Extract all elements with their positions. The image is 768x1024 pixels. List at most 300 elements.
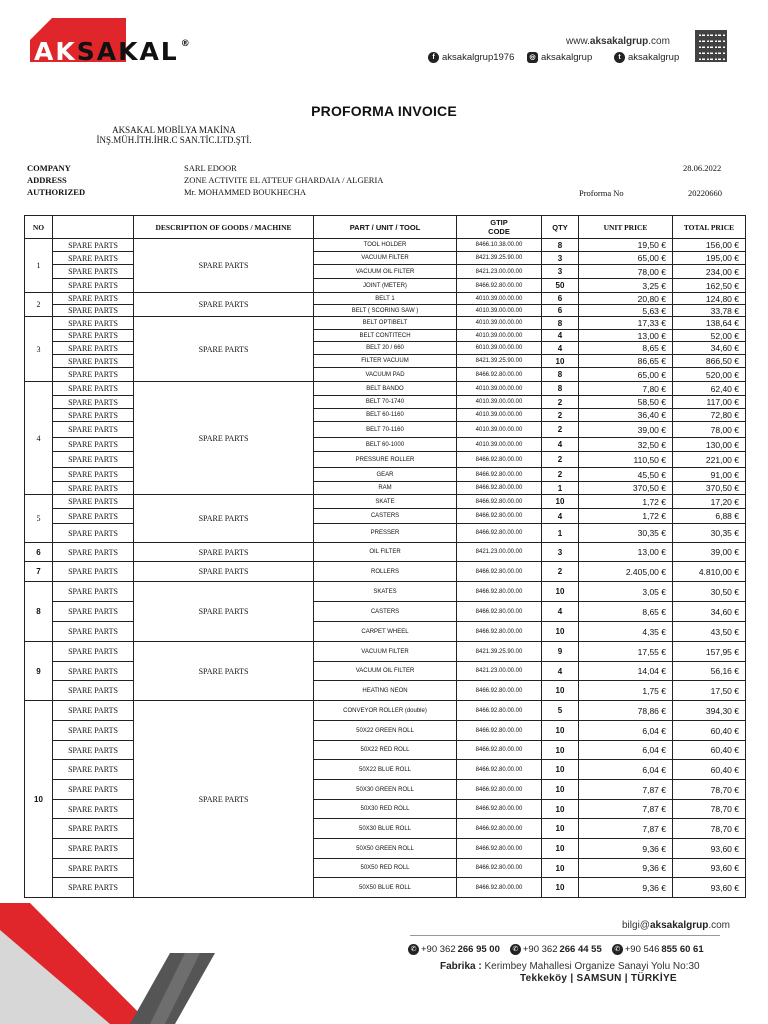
cell-gtip-code: 4010.39.00.00.00 xyxy=(457,438,542,452)
table-row xyxy=(25,305,746,317)
cell-total-price: 157,95 € xyxy=(673,642,746,662)
table-row xyxy=(25,293,746,305)
cell-unit-price: 8,65 € xyxy=(579,602,673,622)
cell-part: VACUUM PAD xyxy=(314,368,457,382)
cell-unit-price: 65,00 € xyxy=(579,368,673,382)
cell-category: SPARE PARTS xyxy=(53,859,134,878)
item-number: 9 xyxy=(25,642,53,701)
cell-unit-price: 7,87 € xyxy=(579,800,673,819)
cell-part: CONVEYOR ROLLER (double) xyxy=(314,701,457,721)
cell-part: BELT CONTITECH xyxy=(314,330,457,342)
cell-gtip-code: 8421.39.25.90.00 xyxy=(457,642,542,662)
table-row xyxy=(25,543,746,562)
cell-total-price: 162,50 € xyxy=(673,279,746,293)
cell-part: BELT 60-1000 xyxy=(314,438,457,452)
cell-gtip-code: 8466.92.80.00.00 xyxy=(457,524,542,543)
cell-part: 50X22 GREEN ROLL xyxy=(314,721,457,741)
cell-gtip-code: 8466.92.80.00.00 xyxy=(457,622,542,642)
website-link[interactable]: www.aksakalgrup.com xyxy=(566,36,670,47)
item-number: 3 xyxy=(25,317,53,382)
table-row xyxy=(25,368,746,382)
cell-unit-price: 78,00 € xyxy=(579,265,673,279)
cell-gtip-code: 8466.92.80.00.00 xyxy=(457,562,542,582)
cell-total-price: 93,60 € xyxy=(673,878,746,898)
cell-total-price: 78,70 € xyxy=(673,780,746,800)
item-number: 2 xyxy=(25,293,53,317)
cell-total-price: 60,40 € xyxy=(673,760,746,780)
cell-category: SPARE PARTS xyxy=(53,839,134,859)
cell-part: GEAR xyxy=(314,468,457,482)
cell-gtip-code: 8421.23.00.00.00 xyxy=(457,662,542,681)
social-instagram[interactable] xyxy=(527,52,592,63)
instagram-handle: aksakalgrup xyxy=(541,52,593,63)
cell-unit-price: 1,75 € xyxy=(579,681,673,701)
cell-unit-price: 13,00 € xyxy=(579,543,673,562)
cell-unit-price: 36,40 € xyxy=(579,409,673,422)
table-row xyxy=(25,602,746,622)
cell-qty: 2 xyxy=(542,396,579,409)
company-label: COMPANY xyxy=(27,163,71,173)
phone-icon: ✆ xyxy=(408,944,419,955)
cell-part: PRESSURE ROLLER xyxy=(314,452,457,468)
cell-qty: 4 xyxy=(542,509,579,524)
cell-unit-price: 6,04 € xyxy=(579,760,673,780)
cell-total-price: 91,00 € xyxy=(673,468,746,482)
table-row xyxy=(25,741,746,760)
cell-part: BELT 70-1160 xyxy=(314,422,457,438)
table-row xyxy=(25,582,746,602)
cell-unit-price: 17,33 € xyxy=(579,317,673,330)
company-line-1: AKSAKAL MOBİLYA MAKİNA xyxy=(112,125,236,135)
cell-part: VACUUM FILTER xyxy=(314,252,457,265)
table-row xyxy=(25,342,746,355)
phone-2[interactable]: ✆ +90 362 266 44 55 xyxy=(510,944,602,955)
cell-gtip-code: 8466.92.80.00.00 xyxy=(457,482,542,495)
cell-part: 50X50 BLUE ROLL xyxy=(314,878,457,898)
cell-part: SKATE xyxy=(314,495,457,509)
cell-qty: 10 xyxy=(542,582,579,602)
cell-category: SPARE PARTS xyxy=(53,482,134,495)
cell-qty: 2 xyxy=(542,409,579,422)
cell-unit-price: 1,72 € xyxy=(579,495,673,509)
cell-total-price: 124,80 € xyxy=(673,293,746,305)
table-row xyxy=(25,409,746,422)
cell-gtip-code: 8466.92.80.00.00 xyxy=(457,279,542,293)
cell-gtip-code: 4010.39.00.00.00 xyxy=(457,396,542,409)
table-row xyxy=(25,859,746,878)
address-label: ADDRESS xyxy=(27,175,67,185)
cell-qty: 2 xyxy=(542,452,579,468)
cell-total-price: 39,00 € xyxy=(673,543,746,562)
social-facebook[interactable] xyxy=(428,52,514,63)
header-part: PART / UNIT / TOOL xyxy=(314,216,457,239)
cell-gtip-code: 8466.92.80.00.00 xyxy=(457,721,542,741)
cell-total-price: 195,00 € xyxy=(673,252,746,265)
table-row xyxy=(25,622,746,642)
cell-gtip-code: 8466.92.80.00.00 xyxy=(457,452,542,468)
cell-description: SPARE PARTS xyxy=(134,543,314,562)
footer-phones xyxy=(408,944,704,955)
cell-qty: 8 xyxy=(542,239,579,252)
cell-category: SPARE PARTS xyxy=(53,701,134,721)
cell-qty: 10 xyxy=(542,760,579,780)
table-body xyxy=(25,239,746,898)
cell-qty: 4 xyxy=(542,342,579,355)
cell-unit-price: 3,05 € xyxy=(579,582,673,602)
table-row xyxy=(25,524,746,543)
cell-total-price: 117,00 € xyxy=(673,396,746,409)
cell-qty: 9 xyxy=(542,642,579,662)
cell-gtip-code: 8421.39.25.90.00 xyxy=(457,355,542,368)
cell-qty: 8 xyxy=(542,382,579,396)
header-total-price: TOTAL PRICE xyxy=(673,216,746,239)
cell-category: SPARE PARTS xyxy=(53,562,134,582)
cell-part: HEATING NEON xyxy=(314,681,457,701)
cell-part: CASTERS xyxy=(314,509,457,524)
cell-total-price: 60,40 € xyxy=(673,741,746,760)
cell-unit-price: 19,50 € xyxy=(579,239,673,252)
cell-qty: 10 xyxy=(542,741,579,760)
cell-gtip-code: 8466.92.80.00.00 xyxy=(457,468,542,482)
cell-part: BELT 60-1160 xyxy=(314,409,457,422)
cell-total-price: 52,00 € xyxy=(673,330,746,342)
cell-part: 50X50 GREEN ROLL xyxy=(314,839,457,859)
cell-description: SPARE PARTS xyxy=(134,239,314,293)
cell-total-price: 866,50 € xyxy=(673,355,746,368)
logo-ak: AK xyxy=(34,37,77,66)
factory-address: Fabrika : Kerimbey Mahallesi Organize Sanayi Yolu No:30 xyxy=(440,961,700,972)
cell-unit-price: 2.405,00 € xyxy=(579,562,673,582)
cell-part: RAM xyxy=(314,482,457,495)
cell-qty: 3 xyxy=(542,252,579,265)
facebook-handle: aksakalgrup1976 xyxy=(442,52,515,63)
cell-category: SPARE PARTS xyxy=(53,495,134,509)
cell-part: 50X30 BLUE ROLL xyxy=(314,819,457,839)
cell-qty: 3 xyxy=(542,265,579,279)
authorized-value: Mr. MOHAMMED BOUKHECHA xyxy=(184,187,307,197)
cell-category: SPARE PARTS xyxy=(53,382,134,396)
cell-unit-price: 9,36 € xyxy=(579,878,673,898)
table-row xyxy=(25,330,746,342)
cell-qty: 6 xyxy=(542,293,579,305)
cell-qty: 10 xyxy=(542,355,579,368)
cell-gtip-code: 4010.39.00.00.00 xyxy=(457,330,542,342)
item-number: 8 xyxy=(25,582,53,642)
item-number: 6 xyxy=(25,543,53,562)
cell-part: 50X22 RED ROLL xyxy=(314,741,457,760)
cell-total-price: 4.810,00 € xyxy=(673,562,746,582)
cell-total-price: 17,50 € xyxy=(673,681,746,701)
cell-part: 50X50 RED ROLL xyxy=(314,859,457,878)
table-row xyxy=(25,239,746,252)
cell-part: BELT BANDO xyxy=(314,382,457,396)
cell-total-price: 221,00 € xyxy=(673,452,746,468)
cell-qty: 3 xyxy=(542,543,579,562)
cell-gtip-code: 4010.39.00.00.00 xyxy=(457,293,542,305)
cell-gtip-code: 8466.92.80.00.00 xyxy=(457,819,542,839)
cell-category: SPARE PARTS xyxy=(53,468,134,482)
cell-total-price: 78,00 € xyxy=(673,422,746,438)
cell-part: ROLLERS xyxy=(314,562,457,582)
authorized-label: AUTHORIZED xyxy=(27,187,86,197)
cell-total-price: 156,00 € xyxy=(673,239,746,252)
header-blank xyxy=(53,216,134,239)
cell-gtip-code: 8466.92.80.00.00 xyxy=(457,602,542,622)
phone-whatsapp[interactable]: ✆ +90 546 855 60 61 xyxy=(612,944,704,955)
cell-category: SPARE PARTS xyxy=(53,878,134,898)
cell-part: CARPET WHEEL xyxy=(314,622,457,642)
cell-description: SPARE PARTS xyxy=(134,562,314,582)
table-row xyxy=(25,252,746,265)
cell-part: BELT OPTIBELT xyxy=(314,317,457,330)
footer-email[interactable]: bilgi@aksakalgrup.com xyxy=(622,920,730,931)
cell-gtip-code: 8466.92.80.00.00 xyxy=(457,780,542,800)
cell-gtip-code: 8466.92.80.00.00 xyxy=(457,760,542,780)
cell-total-price: 93,60 € xyxy=(673,839,746,859)
cell-category: SPARE PARTS xyxy=(53,305,134,317)
company-logo xyxy=(34,38,192,72)
table-row xyxy=(25,482,746,495)
cell-category: SPARE PARTS xyxy=(53,800,134,819)
cell-unit-price: 6,04 € xyxy=(579,721,673,741)
cell-qty: 10 xyxy=(542,839,579,859)
table-row xyxy=(25,396,746,409)
item-number: 1 xyxy=(25,239,53,293)
cell-gtip-code: 8466.92.80.00.00 xyxy=(457,859,542,878)
header-no: NO xyxy=(25,216,53,239)
table-row xyxy=(25,355,746,368)
cell-unit-price: 14,04 € xyxy=(579,662,673,681)
cell-category: SPARE PARTS xyxy=(53,279,134,293)
cell-unit-price: 3,25 € xyxy=(579,279,673,293)
cell-gtip-code: 4010.39.00.00.00 xyxy=(457,422,542,438)
cell-part: BELT 70-1740 xyxy=(314,396,457,409)
cell-qty: 10 xyxy=(542,681,579,701)
cell-category: SPARE PARTS xyxy=(53,582,134,602)
cell-unit-price: 58,50 € xyxy=(579,396,673,409)
cell-qty: 10 xyxy=(542,622,579,642)
cell-category: SPARE PARTS xyxy=(53,452,134,468)
cell-total-price: 6,88 € xyxy=(673,509,746,524)
cell-total-price: 78,70 € xyxy=(673,819,746,839)
cell-category: SPARE PARTS xyxy=(53,642,134,662)
social-twitter[interactable] xyxy=(614,52,679,63)
cell-total-price: 370,50 € xyxy=(673,482,746,495)
cell-unit-price: 5,63 € xyxy=(579,305,673,317)
cell-part: 50X30 GREEN ROLL xyxy=(314,780,457,800)
cell-unit-price: 6,04 € xyxy=(579,741,673,760)
table-row xyxy=(25,279,746,293)
footer-divider xyxy=(410,935,720,936)
cell-gtip-code: 4010.39.00.00.00 xyxy=(457,382,542,396)
whatsapp-icon: ✆ xyxy=(612,944,623,955)
table-row xyxy=(25,701,746,721)
cell-total-price: 234,00 € xyxy=(673,265,746,279)
cell-unit-price: 1,72 € xyxy=(579,509,673,524)
cell-description: SPARE PARTS xyxy=(134,293,314,317)
cell-unit-price: 86,65 € xyxy=(579,355,673,368)
cell-qty: 8 xyxy=(542,368,579,382)
cell-qty: 2 xyxy=(542,562,579,582)
cell-total-price: 72,80 € xyxy=(673,409,746,422)
cell-category: SPARE PARTS xyxy=(53,741,134,760)
twitter-handle: aksakalgrup xyxy=(628,52,680,63)
cell-category: SPARE PARTS xyxy=(53,409,134,422)
cell-description: SPARE PARTS xyxy=(134,495,314,543)
cell-unit-price: 32,50 € xyxy=(579,438,673,452)
cell-category: SPARE PARTS xyxy=(53,780,134,800)
cell-gtip-code: 8466.92.80.00.00 xyxy=(457,741,542,760)
cell-description: SPARE PARTS xyxy=(134,382,314,495)
invoice-date: 28.06.2022 xyxy=(683,163,722,173)
cell-part: SKATES xyxy=(314,582,457,602)
cell-total-price: 56,16 € xyxy=(673,662,746,681)
cell-category: SPARE PARTS xyxy=(53,355,134,368)
table-row xyxy=(25,265,746,279)
cell-unit-price: 9,36 € xyxy=(579,839,673,859)
table-row xyxy=(25,642,746,662)
table-row xyxy=(25,760,746,780)
cell-unit-price: 78,86 € xyxy=(579,701,673,721)
cell-qty: 1 xyxy=(542,524,579,543)
cell-gtip-code: 8466.92.80.00.00 xyxy=(457,701,542,721)
cell-part: OIL FILTER xyxy=(314,543,457,562)
cell-unit-price: 20,80 € xyxy=(579,293,673,305)
table-row xyxy=(25,662,746,681)
header-gtip: GTIP CODE xyxy=(457,216,542,239)
cell-description: SPARE PARTS xyxy=(134,642,314,701)
invoice-table xyxy=(24,215,746,898)
cell-unit-price: 8,65 € xyxy=(579,342,673,355)
table-row xyxy=(25,495,746,509)
table-row xyxy=(25,509,746,524)
cell-total-price: 520,00 € xyxy=(673,368,746,382)
footer-decoration xyxy=(0,895,768,1024)
phone-1[interactable]: ✆ +90 362 266 95 00 xyxy=(408,944,500,955)
cell-gtip-code: 4010.39.00.00.00 xyxy=(457,317,542,330)
cell-total-price: 138,64 € xyxy=(673,317,746,330)
cell-category: SPARE PARTS xyxy=(53,252,134,265)
table-row xyxy=(25,839,746,859)
cell-category: SPARE PARTS xyxy=(53,819,134,839)
cell-part: JOINT (METER) xyxy=(314,279,457,293)
cell-description: SPARE PARTS xyxy=(134,582,314,642)
cell-category: SPARE PARTS xyxy=(53,317,134,330)
cell-gtip-code: 4010.39.00.00.00 xyxy=(457,409,542,422)
cell-category: SPARE PARTS xyxy=(53,760,134,780)
cell-gtip-code: 8466.92.80.00.00 xyxy=(457,839,542,859)
cell-category: SPARE PARTS xyxy=(53,368,134,382)
table-row xyxy=(25,780,746,800)
cell-qty: 10 xyxy=(542,495,579,509)
cell-part: CASTERS xyxy=(314,602,457,622)
cell-category: SPARE PARTS xyxy=(53,524,134,543)
table-row xyxy=(25,438,746,452)
cell-unit-price: 65,00 € xyxy=(579,252,673,265)
cell-gtip-code: 8421.39.25.90.00 xyxy=(457,252,542,265)
cell-part: BELT ( SCORING SAW ) xyxy=(314,305,457,317)
table-row xyxy=(25,562,746,582)
cell-qty: 10 xyxy=(542,859,579,878)
header-unit-price: UNIT PRICE xyxy=(579,216,673,239)
cell-total-price: 60,40 € xyxy=(673,721,746,741)
cell-total-price: 394,30 € xyxy=(673,701,746,721)
item-number: 7 xyxy=(25,562,53,582)
cell-category: SPARE PARTS xyxy=(53,342,134,355)
table-header-row xyxy=(25,216,746,239)
cell-unit-price: 45,50 € xyxy=(579,468,673,482)
cell-qty: 10 xyxy=(542,800,579,819)
cell-qty: 5 xyxy=(542,701,579,721)
cell-total-price: 30,35 € xyxy=(673,524,746,543)
header-description: DESCRIPTION OF GOODS / MACHINE xyxy=(134,216,314,239)
item-number: 4 xyxy=(25,382,53,495)
cell-category: SPARE PARTS xyxy=(53,330,134,342)
table-row xyxy=(25,422,746,438)
cell-qty: 2 xyxy=(542,468,579,482)
cell-unit-price: 13,00 € xyxy=(579,330,673,342)
factory-city: Tekkeköy | SAMSUN | TÜRKİYE xyxy=(520,973,677,984)
seller-company-name xyxy=(96,125,252,145)
cell-gtip-code: 4010.39.00.00.00 xyxy=(457,305,542,317)
cell-category: SPARE PARTS xyxy=(53,422,134,438)
cell-category: SPARE PARTS xyxy=(53,265,134,279)
cell-qty: 10 xyxy=(542,780,579,800)
cell-part: BELT 1 xyxy=(314,293,457,305)
qr-code xyxy=(695,30,727,62)
instagram-icon: ◎ xyxy=(527,52,538,63)
cell-unit-price: 30,35 € xyxy=(579,524,673,543)
cell-gtip-code: 8466.92.80.00.00 xyxy=(457,368,542,382)
cell-qty: 10 xyxy=(542,878,579,898)
proforma-number: 20220660 xyxy=(688,188,722,198)
cell-category: SPARE PARTS xyxy=(53,622,134,642)
cell-category: SPARE PARTS xyxy=(53,509,134,524)
cell-part: VACUUM FILTER xyxy=(314,642,457,662)
cell-category: SPARE PARTS xyxy=(53,681,134,701)
cell-total-price: 93,60 € xyxy=(673,859,746,878)
cell-qty: 8 xyxy=(542,317,579,330)
cell-gtip-code: 8466.92.80.00.00 xyxy=(457,681,542,701)
table-row xyxy=(25,721,746,741)
cell-part: VACUUM OIL FILTER xyxy=(314,265,457,279)
cell-unit-price: 39,00 € xyxy=(579,422,673,438)
table-row xyxy=(25,681,746,701)
header-qty: QTY xyxy=(542,216,579,239)
cell-total-price: 62,40 € xyxy=(673,382,746,396)
address-value: ZONE ACTIVITE EL ATTEUF GHARDAIA / ALGERIA xyxy=(184,175,384,185)
company-value: SARL EDOOR xyxy=(184,163,237,173)
cell-part: 50X30 RED ROLL xyxy=(314,800,457,819)
cell-gtip-code: 8421.23.00.00.00 xyxy=(457,265,542,279)
table-row xyxy=(25,819,746,839)
table-row xyxy=(25,800,746,819)
cell-unit-price: 7,80 € xyxy=(579,382,673,396)
cell-part: FILTER VACUUM xyxy=(314,355,457,368)
cell-category: SPARE PARTS xyxy=(53,662,134,681)
cell-category: SPARE PARTS xyxy=(53,602,134,622)
table-row xyxy=(25,382,746,396)
cell-total-price: 34,60 € xyxy=(673,602,746,622)
cell-category: SPARE PARTS xyxy=(53,293,134,305)
cell-qty: 4 xyxy=(542,438,579,452)
cell-gtip-code: 8466.92.80.00.00 xyxy=(457,878,542,898)
cell-part: 50X22 BLUE ROLL xyxy=(314,760,457,780)
cell-description: SPARE PARTS xyxy=(134,701,314,898)
cell-qty: 1 xyxy=(542,482,579,495)
proforma-label: Proforma No xyxy=(579,188,624,198)
registered-mark: ® xyxy=(180,39,192,49)
